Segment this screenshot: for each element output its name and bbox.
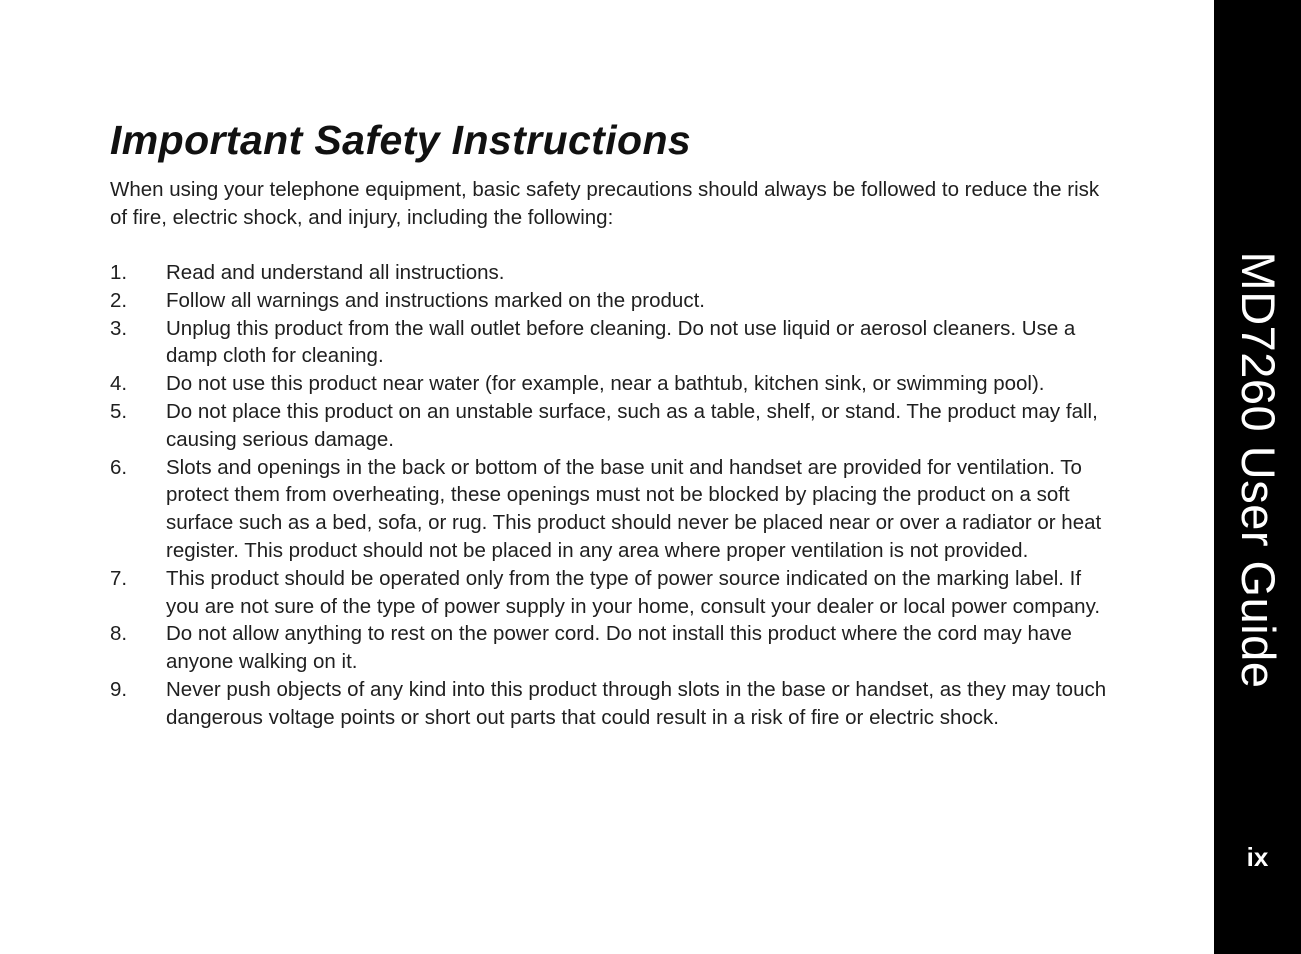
list-item-number: 2. [110,288,128,312]
list-item [110,370,1110,398]
list-item-number: 1. [110,261,128,284]
list-item-number: 5. [110,399,128,423]
list-item-text: Do not place this product on an unstable surface, such as a table, shelf, or stand. The product may fall, causing serious damage. [166,399,1098,451]
list-item-number: 8. [110,622,128,646]
list-item-text: Read and understand all instructions. [166,261,505,284]
list-item-text: Do not allow anything to rest on the power cord. Do not install this product where the cord may have anyone walking on it. [166,622,1072,674]
list-item-number: 6. [110,455,128,479]
list-item [110,259,1110,287]
page-number: ix [1246,842,1269,872]
intro-paragraph: When using your telephone equipment, basic safety precautions should always be followed to reduce the risk of fire, electric shock, and injury, including the following: [110,178,1100,229]
list-item-number: 3. [110,316,128,340]
list-item-text: This product should be operated only from the type of power source indicated on the marking label. If you are not sure of the type of power supply in your home, consult your dealer or local power company. [166,566,1101,618]
list-item-text: Never push objects of any kind into this product through slots in the base or handset, as they may touch dangerous voltage points or short out parts that could result in a risk of fire or electric shock. [166,677,1107,729]
list-item [110,676,1110,732]
list-item-text: Slots and openings in the back or bottom of the base unit and handset are provided for ventilation. To protect them from overheating, these openings must not be blocked by placing the product on a soft surface such as a bed, sofa, or rug. This product should never be placed near or over a radiator or heat register. This product should not be placed in any area where proper ventilation is not provided. [166,455,1102,562]
list-item [110,454,1110,565]
list-item [110,315,1110,371]
list-item [110,398,1110,454]
list-item [110,620,1110,676]
list-item-number: 9. [110,677,128,701]
list-item-number: 4. [110,372,128,396]
list-item-text: Follow all warnings and instructions marked on the product. [166,288,705,312]
list-item-text: Unplug this product from the wall outlet before cleaning. Do not use liquid or aerosol cleaners. Use a damp cloth for cleaning. [166,316,1076,368]
list-item [110,287,1110,315]
list-item [110,565,1110,621]
page-title: Important Safety Instructions [110,117,692,163]
side-tab-title: MD7260 User Guide [1232,251,1285,689]
list-item-number: 7. [110,566,128,590]
safety-instructions-list [110,259,1110,732]
list-item-text: Do not use this product near water (for example, near a bathtub, kitchen sink, or swimming pool). [166,372,1045,396]
